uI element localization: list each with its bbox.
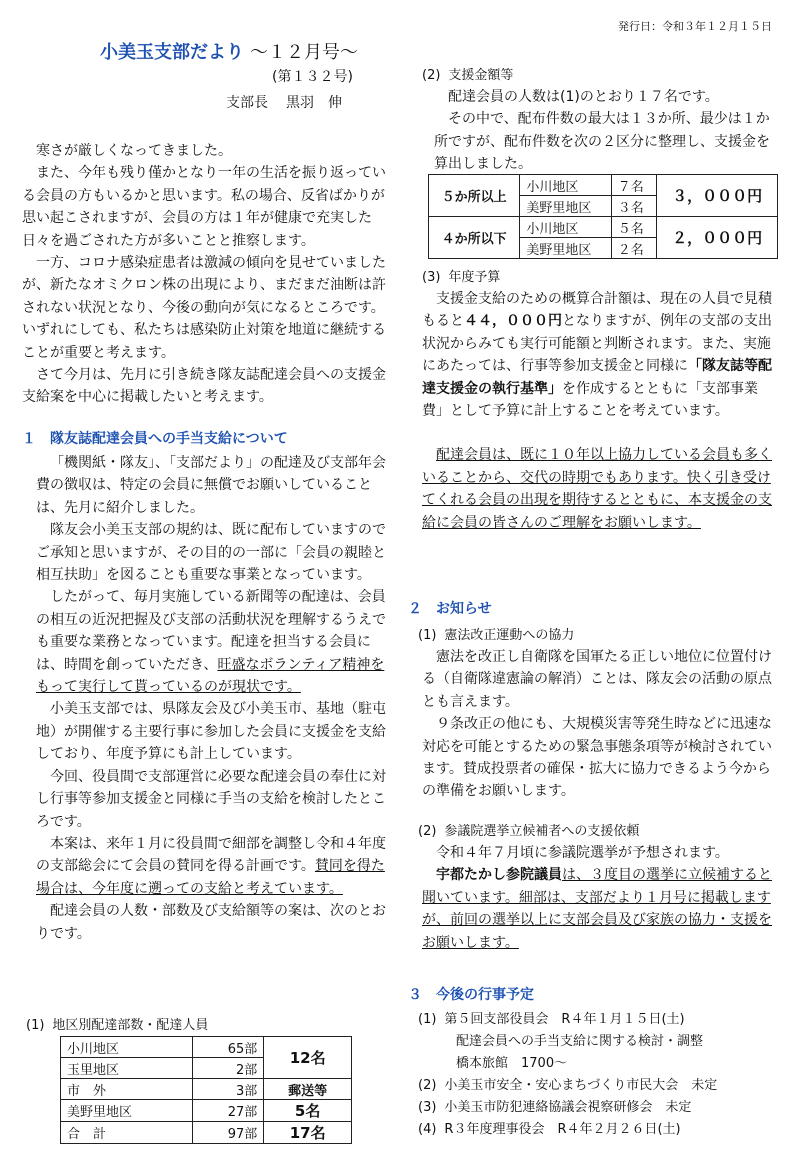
budget-rule-name: 「隊友誌等配達支援金の執行基準」 <box>422 358 772 397</box>
table-row <box>429 175 778 196</box>
subsection-label: 参議院選挙立候補者への支援依頼 <box>444 824 640 839</box>
event-number: (2) <box>418 1078 437 1093</box>
section1-heading <box>22 428 288 448</box>
subsection-paragraph: その中で、配布件数の最大は１３か所、最少は１か所ですが、配布件数を次の２区分に整理し、支援金を算出しました。 <box>434 111 770 173</box>
table-row <box>61 1122 352 1144</box>
subsection-number: (2) <box>422 68 441 83</box>
section1-text-underlined: 旺盛なボランティア精神をもって実行して貰っているのが現状です。 <box>36 656 385 696</box>
table-row <box>429 217 778 238</box>
subsection-label: 年度予算 <box>448 270 501 285</box>
subsection-number: (1) <box>418 628 437 643</box>
section1-text: 本案は、来年１月に役員間で細部を調整し令和４年度の支部総会にて会員の賛同を得る計画です。 <box>36 835 386 875</box>
event-detail: 配達会員への手当支給に関する検討・調整 <box>456 1034 704 1049</box>
table-row <box>61 1037 352 1058</box>
table-cell-amount: ３，０００円 <box>657 175 778 217</box>
table-cell-tier: ５か所以上 <box>429 175 520 217</box>
table-cell-count: ３名 <box>611 196 657 217</box>
section1-text: したがって、毎月実施している新聞等の配達は、会員の相互の近況把握及び支部の活動状況を理解するうえでも重要な業務となっています。配達を担当する会員には、時間を創っていただき、 <box>36 589 386 673</box>
section2-number: ２ <box>408 601 422 617</box>
table-cell-count: ５名 <box>611 217 657 238</box>
subsection-label: 支援金額等 <box>448 68 514 83</box>
section1-paragraph: 「機関紙・隊友」、「支部だより」の配達及び支部年会費の徴収は、特定の会員に無償でお願いしていることは、先月に紹介しました。 <box>36 455 386 516</box>
event-item <box>418 1008 685 1027</box>
subsection-1-1 <box>26 1014 208 1033</box>
table-cell-area: 小川地区 <box>61 1037 193 1058</box>
intro-paragraph: また、今年も残り僅かとなり一年の生活を振り返っている会員の方もいるかと思います。私の場合、反省ばかりが思い起こされますが、会員の方は１年が健康で充実した日々を過ごされた方が多いことと推察します。 <box>22 165 386 249</box>
subsection-number: (3) <box>422 270 441 285</box>
table-cell-people: 12名 <box>264 1037 352 1079</box>
table-cell-copies: 27部 <box>192 1100 264 1122</box>
subsection-2-2 <box>418 820 639 839</box>
budget-text: を作成するとともに「支部事業費」として予算に計上することを考えています。 <box>422 380 758 420</box>
delivery-table <box>60 1036 352 1144</box>
event-detail: 橋本旅館 1700〜 <box>456 1056 568 1071</box>
section1-number: １ <box>22 431 36 447</box>
table-cell-amount: ２，０００円 <box>657 217 778 259</box>
budget-text: 支援金支給のための概算合計額は、現在の人員で見積もると <box>422 291 772 330</box>
author-line <box>226 92 342 112</box>
section1-paragraph: 小美玉支部では、県隊友会及び小美玉市、基地（駐屯地）が開催する主要行事に参加した会員に支援金を支給しており、年度予算にも計上しています。 <box>36 701 386 763</box>
intro-paragraph: さて今月は、先月に引き続き隊友誌配達会員への支援金支給案を中心に掲載したいと考えます。 <box>22 367 386 406</box>
table-cell-area: 小川地区 <box>520 175 611 196</box>
election-paragraph <box>422 864 774 954</box>
author-role: 支部長 <box>226 95 268 111</box>
table-cell-copies: 3部 <box>192 1079 264 1100</box>
intro-paragraph: 一方、コロナ感染症患者は激減の傾向を見せていましたが、新たなオミクロン株の出現により、まだまだ油断は許されない状況となり、今後の動向が気になるところです。いずれにしても、私たちは感染防止対策を地道に継続することが重要と考えます。 <box>22 255 386 361</box>
subsection-label: 憲法改正運動への協力 <box>444 628 575 643</box>
event-text: 小美玉市安全・安心まちづくり市民大会 未定 <box>444 1078 718 1093</box>
intro <box>22 140 392 409</box>
table-row <box>61 1100 352 1122</box>
table-cell-people: 17名 <box>264 1122 352 1144</box>
event-item <box>418 1074 717 1093</box>
issue-number: (第１３２号) <box>272 69 353 85</box>
section1-text-underlined: 賛同を得た場合は、今年度に遡っての支給と考えています。 <box>36 858 385 897</box>
subsection-1-3-body <box>422 288 774 534</box>
event-item <box>418 1096 691 1115</box>
event-text: 第５回支部役員会 R４年１月１５日(土) <box>444 1012 685 1027</box>
section1-title: 隊友誌配達会員への手当支給について <box>50 431 288 447</box>
table-cell-area: 合 計 <box>61 1122 193 1144</box>
section3-title: 今後の行事予定 <box>436 987 534 1003</box>
issue-month: 〜１２月号〜 <box>250 42 358 63</box>
newsletter-name: 小美玉支部だより <box>100 42 244 63</box>
constitution-paragraph: 憲法を改正し自衛隊を国軍たる正しい地位に位置付ける（自衛隊違憲論の解消）ことは、隊友会の活動の原点とも言えます。 <box>422 649 772 710</box>
subsection-label: 地区別配達部数・配達人員 <box>52 1018 209 1033</box>
request-paragraph: 配達会員は、既に１０年以上協力している会員も多くいることから、交代の時期でもあります。快く引き受けてくれる会員の出現を期待するとともに、本支援金の支給に会員の皆さんのご理解をお願いします。 <box>422 447 772 531</box>
subsection-number: (1) <box>26 1018 45 1033</box>
subsection-paragraph: 配達会員の人数は(1)のとおり１７名です。 <box>448 89 719 105</box>
table-cell-people: 郵送等 <box>264 1079 352 1100</box>
table-cell-area: 小川地区 <box>520 217 611 238</box>
section3-heading <box>408 984 534 1004</box>
table-row <box>61 1079 352 1100</box>
section1-paragraph <box>36 833 392 900</box>
table-cell-people: 5名 <box>264 1100 352 1122</box>
table-cell-area: 美野里地区 <box>61 1100 193 1122</box>
budget-amount: ４４，０００円 <box>464 313 562 330</box>
table-cell-count: ７名 <box>611 175 657 196</box>
section2-heading <box>408 598 492 618</box>
table-cell-count: ２名 <box>611 238 657 259</box>
event-text: R３年度理事役会 R４年２月２６日(土) <box>444 1122 681 1137</box>
budget-text: となりますが、例年の支部の支出状況からみても実行可能額と判断されます。また、実施にあたっては、行事等参加支援金と同様に <box>422 313 772 375</box>
subsection-number: (2) <box>418 824 437 839</box>
event-number: (3) <box>418 1100 437 1115</box>
table-cell-copies: 97部 <box>192 1122 264 1144</box>
subsection-1-2-body <box>434 86 774 176</box>
author-name: 黒羽 伸 <box>286 95 342 111</box>
table-cell-tier: ４か所以下 <box>429 217 520 259</box>
budget-paragraph <box>422 288 774 422</box>
subsection-1-3 <box>422 266 500 285</box>
section1-paragraph: 今回、役員間で支部運営に必要な配達会員の奉仕に対し行事等参加支援金と同様に手当の支給を検討したところです。 <box>36 768 386 830</box>
table-cell-copies: 2部 <box>192 1058 264 1079</box>
section1-paragraph: 隊友会小美玉支部の規約は、既に配布していますのでご承知と思いますが、その目的の一部に「会員の親睦と相互扶助」を図ることも重要な事業となっています。 <box>36 522 386 584</box>
subsection-2-1 <box>418 624 574 643</box>
table-cell-copies: 65部 <box>192 1037 264 1058</box>
event-item <box>418 1118 681 1137</box>
section2-title: お知らせ <box>436 601 492 617</box>
table-cell-area: 玉里地区 <box>61 1058 193 1079</box>
subsection-2-2-body <box>422 842 774 954</box>
election-text: は、３度目の選挙に立候補すると聞いています。細部は、支部だより１月号に掲載しますが、前回の選挙以上に支部会員及び家族の協力・支援をお願いします。 <box>422 867 772 951</box>
event-text: 小美玉市防犯連絡協議会視察研修会 未定 <box>444 1100 692 1115</box>
section1-paragraph <box>36 586 392 698</box>
issue-date: 発行日：令和３年１２月１５日 <box>618 20 772 33</box>
event-number: (1) <box>418 1012 437 1027</box>
subsection-2-1-body <box>422 646 774 803</box>
subsection-1-2 <box>422 64 513 83</box>
intro-paragraph: 寒さが厳しくなってきました。 <box>36 143 232 159</box>
table-cell-area: 市 外 <box>61 1079 193 1100</box>
constitution-paragraph: ９条改正の他にも、大規模災害等発生時などに迅速な対応を可能とするための緊急事態条項等が検討されています。賛成投票者の確保・拡大に協力できるよう今からの準備をお願いします。 <box>422 716 772 800</box>
payment-table <box>428 174 778 259</box>
section1-body <box>36 452 392 945</box>
section3-number: ３ <box>408 987 422 1003</box>
masthead-title <box>100 38 358 64</box>
candidate-name: 宇都たかし参院議員 <box>436 867 562 884</box>
table-cell-area: 美野里地区 <box>520 196 611 217</box>
section1-paragraph: 配達会員の人数・部数及び支給額等の案は、次のとおりです。 <box>36 903 386 942</box>
election-paragraph: 令和４年７月頃に参議院選挙が予想されます。 <box>436 845 729 861</box>
table-cell-area: 美野里地区 <box>520 238 611 259</box>
event-number: (4) <box>418 1122 437 1137</box>
